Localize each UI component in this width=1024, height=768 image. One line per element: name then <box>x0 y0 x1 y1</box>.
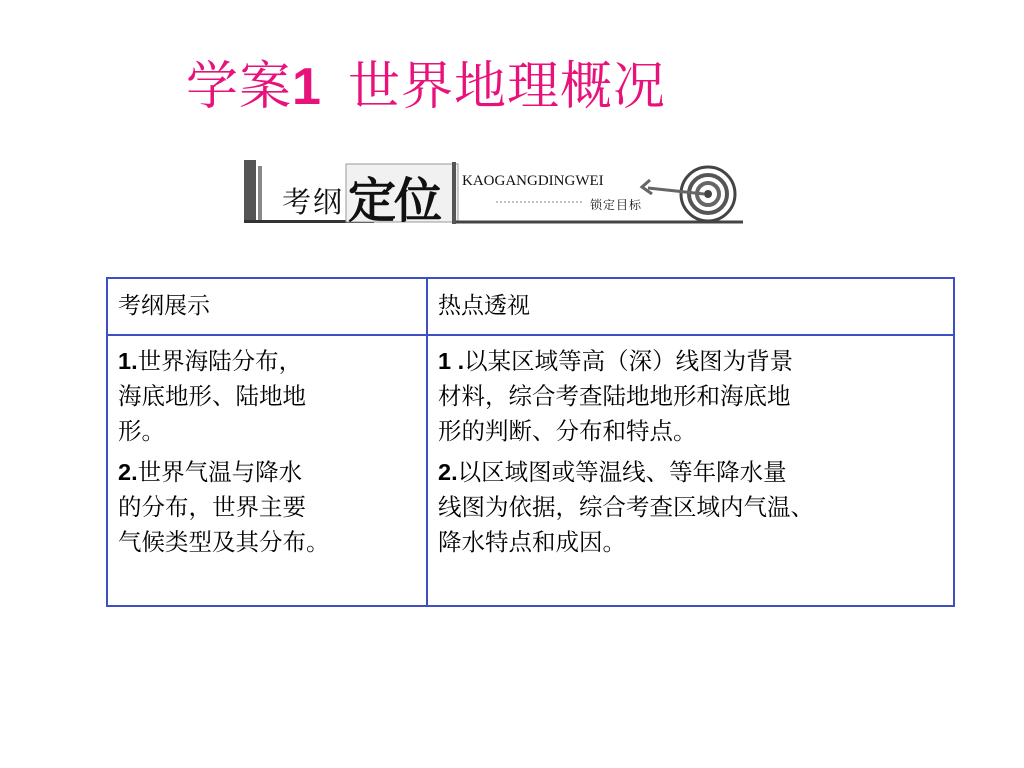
syllabus-item-1: 1.世界海陆分布， 海底地形、陆地地 形。 <box>118 347 306 445</box>
hotspot-cell <box>427 335 954 606</box>
syllabus-table <box>106 277 955 607</box>
title-text: 世界地理概况 <box>347 57 666 117</box>
table-header-row <box>107 278 954 335</box>
banner-label: 考纲 <box>282 185 345 219</box>
banner-subtitle: 锁定目标 <box>590 198 643 212</box>
target-arrow-icon <box>642 167 735 221</box>
header-syllabus: 考纲展示 <box>107 278 427 335</box>
hotspot-item-1: 1 .以某区域等高（深）线图为背景 材料，综合考查陆地地形和海底地 形的判断、分布和特点。 <box>438 347 794 445</box>
banner-pinyin: KAOGANGDINGWEI <box>462 173 604 189</box>
header-hotspots: 热点透视 <box>427 278 954 335</box>
title-prefix: 学案 <box>186 57 293 117</box>
syllabus-item-2: 2.世界气温与降水 的分布，世界主要 气候类型及其分布。 <box>118 458 330 556</box>
page-title <box>186 52 666 122</box>
hotspot-item-2: 2.以区域图或等温线、等年降水量 线图为依据，综合考查区域内气温、 降水特点和成因。 <box>438 458 814 556</box>
banner-big-text: 定位 <box>348 173 441 229</box>
table-row <box>107 335 954 606</box>
syllabus-cell <box>107 335 427 606</box>
title-number: 1 <box>292 58 322 116</box>
